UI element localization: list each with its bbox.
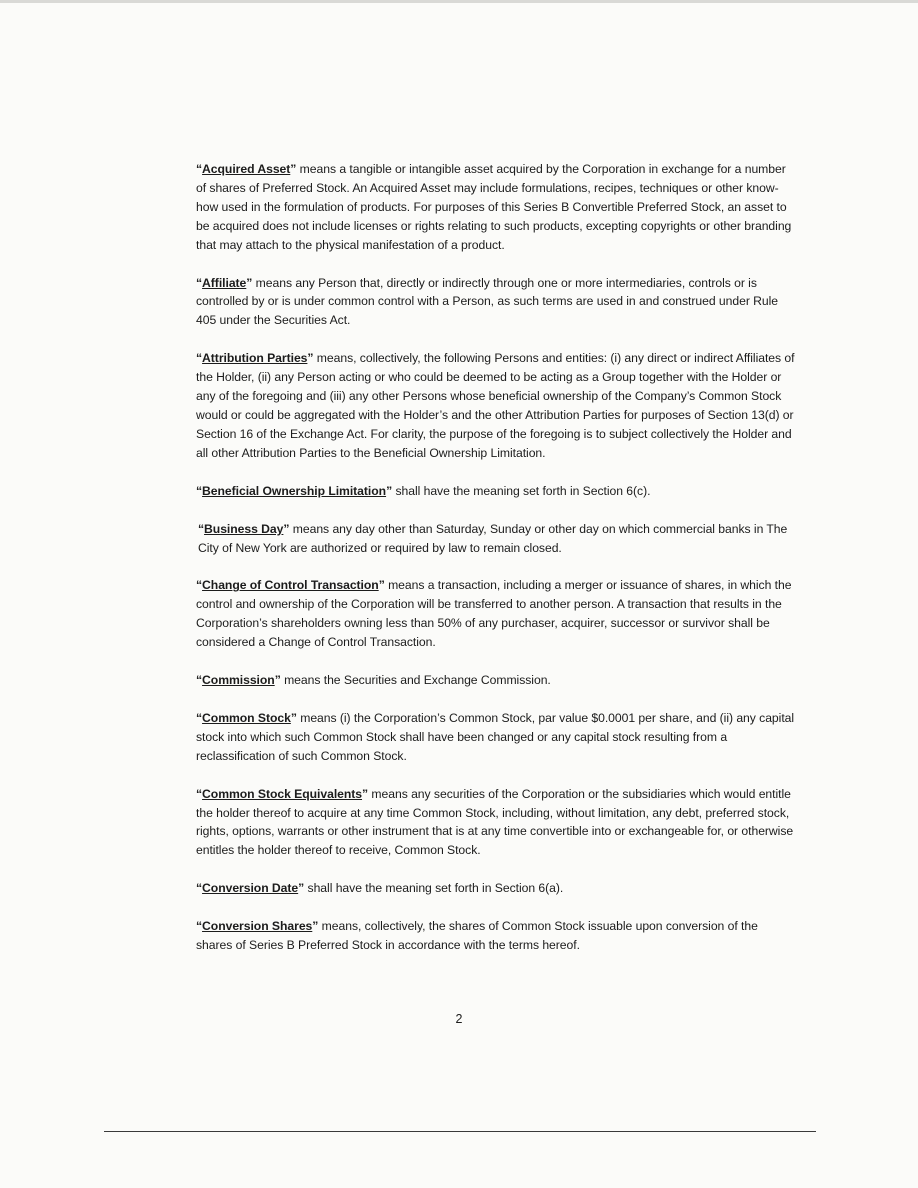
term-acquired-asset: Acquired Asset: [202, 162, 291, 176]
definition-text: means, collectively, the shares of Common Stock issuable upon conversion of the shares of Series B Preferred Stock in accordance with the terms hereof.: [196, 919, 758, 953]
scan-top-edge: [0, 0, 918, 3]
definition-change-of-control-transaction: “Change of Control Transaction” means a transaction, including a merger or issuance of shares, in which the control and ownership of the Corporation will be transferred to another person. A transaction that results in the Corporation’s shareholders owning less than 50% of any purchaser, acquirer, successor or survivor shall be considered a Change of Control Transaction.: [196, 578, 792, 650]
definition-common-stock: “Common Stock” means (i) the Corporation’s Common Stock, par value $0.0001 per share, and (ii) any capital stock into which such Common Stock shall have been changed or any capital stock resulting from a reclassification of such Common Stock.: [196, 710, 795, 763]
footer-rule: [104, 1131, 816, 1132]
definition-business-day: “Business Day” means any day other than Saturday, Sunday or other day on which commercial banks in The City of New York are authorized or required by law to remain closed.: [198, 521, 788, 555]
definition-text: shall have the meaning set forth in Section 6(c).: [392, 483, 651, 498]
definition-text: means any day other than Saturday, Sunday or other day on which commercial banks in The City of New York are authorized or required by law to remain closed.: [198, 521, 788, 555]
page-number: 2: [455, 1012, 463, 1026]
term-commission: Commission: [202, 673, 275, 688]
term-business-day: Business Day: [204, 521, 284, 536]
definition-text: means any Person that, directly or indirectly through one or more intermediaries, controls or is controlled by or is under common control with a Person, as such terms are used in and construed under Rule 405 under the Securities Act.: [196, 275, 779, 328]
definition-text: means, collectively, the following Persons and entities: (i) any direct or indirect Affiliates of the Holder, (ii) any Person acting or who could be deemed to be acting as a Group together with the Holder or any of the foregoing and (iii) any other Persons whose beneficial ownership of the Company’s Common Stock would or could be aggregated with the Holder’s and the other Attribution Parties for purposes of Section 13(d) or Section 16 of the Exchange Act. For clarity, the purpose of the foregoing is to subject collectively the Holder and all other Attribution Parties to the Beneficial Ownership Limitation.: [196, 351, 795, 460]
term-affiliate: Affiliate: [202, 275, 247, 290]
definition-attribution-parties: “Attribution Parties” means, collectively, the following Persons and entities: (i) any direct or indirect Affiliates of the Holder, (ii) any Person acting or who could be deemed to be acting as a Group together with the Holder or any of the foregoing and (iii) any other Persons whose beneficial ownership of the Company’s Common Stock would or could be aggregated with the Holder’s and the other Attribution Parties for purposes of Section 13(d) or Section 16 of the Exchange Act. For clarity, the purpose of the foregoing is to subject collectively the Holder and all other Attribution Parties to the Beneficial Ownership Limitation.: [196, 351, 795, 460]
term-conversion-date: Conversion Date: [202, 881, 299, 896]
definition-text: shall have the meaning set forth in Section 6(a).: [304, 881, 564, 896]
definition-commission: “Commission” means the Securities and Exchange Commission.: [196, 673, 551, 688]
definitions-list: [196, 160, 796, 974]
term-conversion-shares: Conversion Shares: [202, 919, 313, 934]
definition-common-stock-equivalents: “Common Stock Equivalents” means any securities of the Corporation or the subsidiaries which would entitle the holder thereof to acquire at any time Common Stock, including, without limitation, any debt, preferred stock, rights, options, warrants or other instrument that is at any time convertible into or exchangeable for, or otherwise entitles the holder thereof to receive, Common Stock.: [196, 786, 794, 858]
term-attribution-parties: Attribution Parties: [202, 351, 308, 366]
definition-text: means the Securities and Exchange Commission.: [280, 673, 551, 688]
term-change-of-control-transaction: Change of Control Transaction: [202, 578, 379, 593]
definition-text: means a transaction, including a merger or issuance of shares, in which the control and ownership of the Corporation will be transferred to another person. A transaction that results in the Corporation’s shareholders owning less than 50% of any purchaser, acquirer, successor or survivor shall be considered a Change of Control Transaction.: [196, 578, 792, 650]
definition-affiliate: “Affiliate” means any Person that, directly or indirectly through one or more intermediaries, controls or is controlled by or is under common control with a Person, as such terms are used in and construed under Rule 405 under the Securities Act.: [196, 275, 779, 328]
term-common-stock-equivalents: Common Stock Equivalents: [202, 786, 363, 801]
definition-text: means (i) the Corporation’s Common Stock, par value $0.0001 per share, and (ii) any capital stock into which such Common Stock shall have been changed or any capital stock resulting from a reclassification of such Common Stock.: [196, 710, 795, 763]
definition-conversion-shares: “Conversion Shares” means, collectively, the shares of Common Stock issuable upon conversion of the shares of Series B Preferred Stock in accordance with the terms hereof.: [196, 919, 758, 953]
definition-text: means any securities of the Corporation or the subsidiaries which would entitle the holder thereof to acquire at any time Common Stock, including, without limitation, any debt, preferred stock, rights, options, warrants or other instrument that is at any time convertible into or exchangeable for, or otherwise entitles the holder thereof to receive, Common Stock.: [196, 786, 794, 858]
definition-conversion-date: “Conversion Date” shall have the meaning set forth in Section 6(a).: [196, 881, 564, 896]
term-beneficial-ownership-limitation: Beneficial Ownership Limitation: [202, 483, 387, 498]
definition-text: means a tangible or intangible asset acquired by the Corporation in exchange for a number of shares of Preferred Stock. An Acquired Asset may include formulations, recipes, techniques or other know-how used in the formulation of products. For purposes of this Series B Convertible Preferred Stock, an asset to be acquired does not include licenses or rights relating to such products, excepting copyrights or other branding that may attach to the physical manifestation of a product.: [196, 162, 792, 252]
term-common-stock: Common Stock: [202, 710, 291, 725]
definition-beneficial-ownership-limitation: “Beneficial Ownership Limitation” shall have the meaning set forth in Section 6(c).: [196, 483, 651, 498]
definition-acquired-asset: “Acquired Asset” means a tangible or intangible asset acquired by the Corporation in exchange for a number of shares of Preferred Stock. An Acquired Asset may include formulations, recipes, techniques or other know-how used in the formulation of products. For purposes of this Series B Convertible Preferred Stock, an asset to be acquired does not include licenses or rights relating to such products, excepting copyrights or other branding that may attach to the physical manifestation of a product.: [196, 162, 792, 252]
